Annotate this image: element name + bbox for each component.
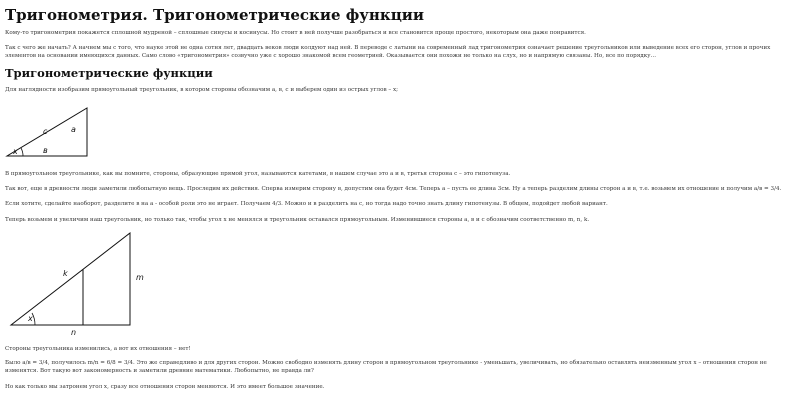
label-x: x <box>13 147 18 156</box>
ratio-paragraph: Так вот, еще в древности люди заметили любопытную вещь. Проследим их действия. Сперва измерим сторону в, допустим она будет 4см. Теперь а – пусть ее длина 3см. Ну а теперь разделим длины сторон а и в, т.е. возьмем их отношение и получим a/в = 3/4. <box>5 186 782 192</box>
angle-change-paragraph: Но как только мы затронем угол x, сразу все отношения сторон меняются. И это имеет большое значение. <box>5 384 325 390</box>
label-x-large: x <box>28 314 33 323</box>
enlarge-paragraph: Теперь возьмем и увеличим наш треугольник, но только так, чтобы угол x не менялся и треугольник оставался прямоугольным. Изменившиеся стороны а, в и с обозначим соответственно m, n, k. <box>5 217 590 223</box>
label-b: в <box>43 146 48 155</box>
label-a: a <box>71 125 76 134</box>
label-m: m <box>136 273 144 282</box>
proportion-paragraph: Было a/в = 3/4, получилось m/n = 6/8 = 3/4. Это же справедливо и для других сторон. Можно свободно изменять длину сторон в прямоугольном треугольнике - уменьшать, увеличивать, но обязательно оставлять неизменным угол x – отношения сторон не изменятся. Вот такую вот закономерность и заметили древние математики. Любопытно, не правда ли? <box>5 360 767 374</box>
inverse-ratio-paragraph: Если хотите, сделайте наоборот, разделите в на а - особой роли это не играет. Получаем 4/3. Можно и в разделить на с, но тогда надо точно знать длину гипотенузы. В общем, подойдет любой вариант. <box>5 201 608 207</box>
label-n: n <box>71 328 77 337</box>
page-title: Тригонометрия. Тригонометрические функции <box>5 6 425 24</box>
large-triangle <box>11 233 130 325</box>
intro-paragraph: Кому-то тригонометрия покажется сплошной мудреной – сплошные синусы и косинусы. Но стоит в ней получше разобраться и все становится проще простого, некоторым она даже понравится. <box>5 30 586 36</box>
legs-paragraph: В прямоугольном треугольнике, как вы помните, стороны, образующие прямой угол, называются катетами, в нашем случае это а и в, третья сторона с – это гипотенуза. <box>5 171 511 177</box>
small-triangle-figure <box>5 98 95 160</box>
label-k: k <box>63 269 68 278</box>
large-triangle-figure <box>5 228 165 338</box>
triangle-intro-paragraph: Для наглядности изобразим прямоугольный треугольник, в котором стороны обозначим a, в, с и выберем один из острых углов – x; <box>5 87 398 93</box>
section-title: Тригонометрические функции <box>5 66 213 80</box>
unchanged-ratio-paragraph: Стороны треугольника изменились, а вот их отношения – нет! <box>5 346 191 352</box>
history-paragraph: Так с чего же начать? А начнем мы с того, что науке этой не одна сотня лет, двадцать веков люди колдуют над ней. В переводе с латыни на современный лад тригонометрия означает решение треугольников или выведение всех его сторон, углов и прочих элементов на основании имеющихся данных. Само слово «тригонометрия» созвучно уже с хорошо знакомой всем геометрией. Оказывается они похожи не только на слух, но и напрямую связаны. Но, все по порядку… <box>5 45 771 59</box>
label-c: c <box>43 127 48 136</box>
angle-arc <box>21 148 23 156</box>
